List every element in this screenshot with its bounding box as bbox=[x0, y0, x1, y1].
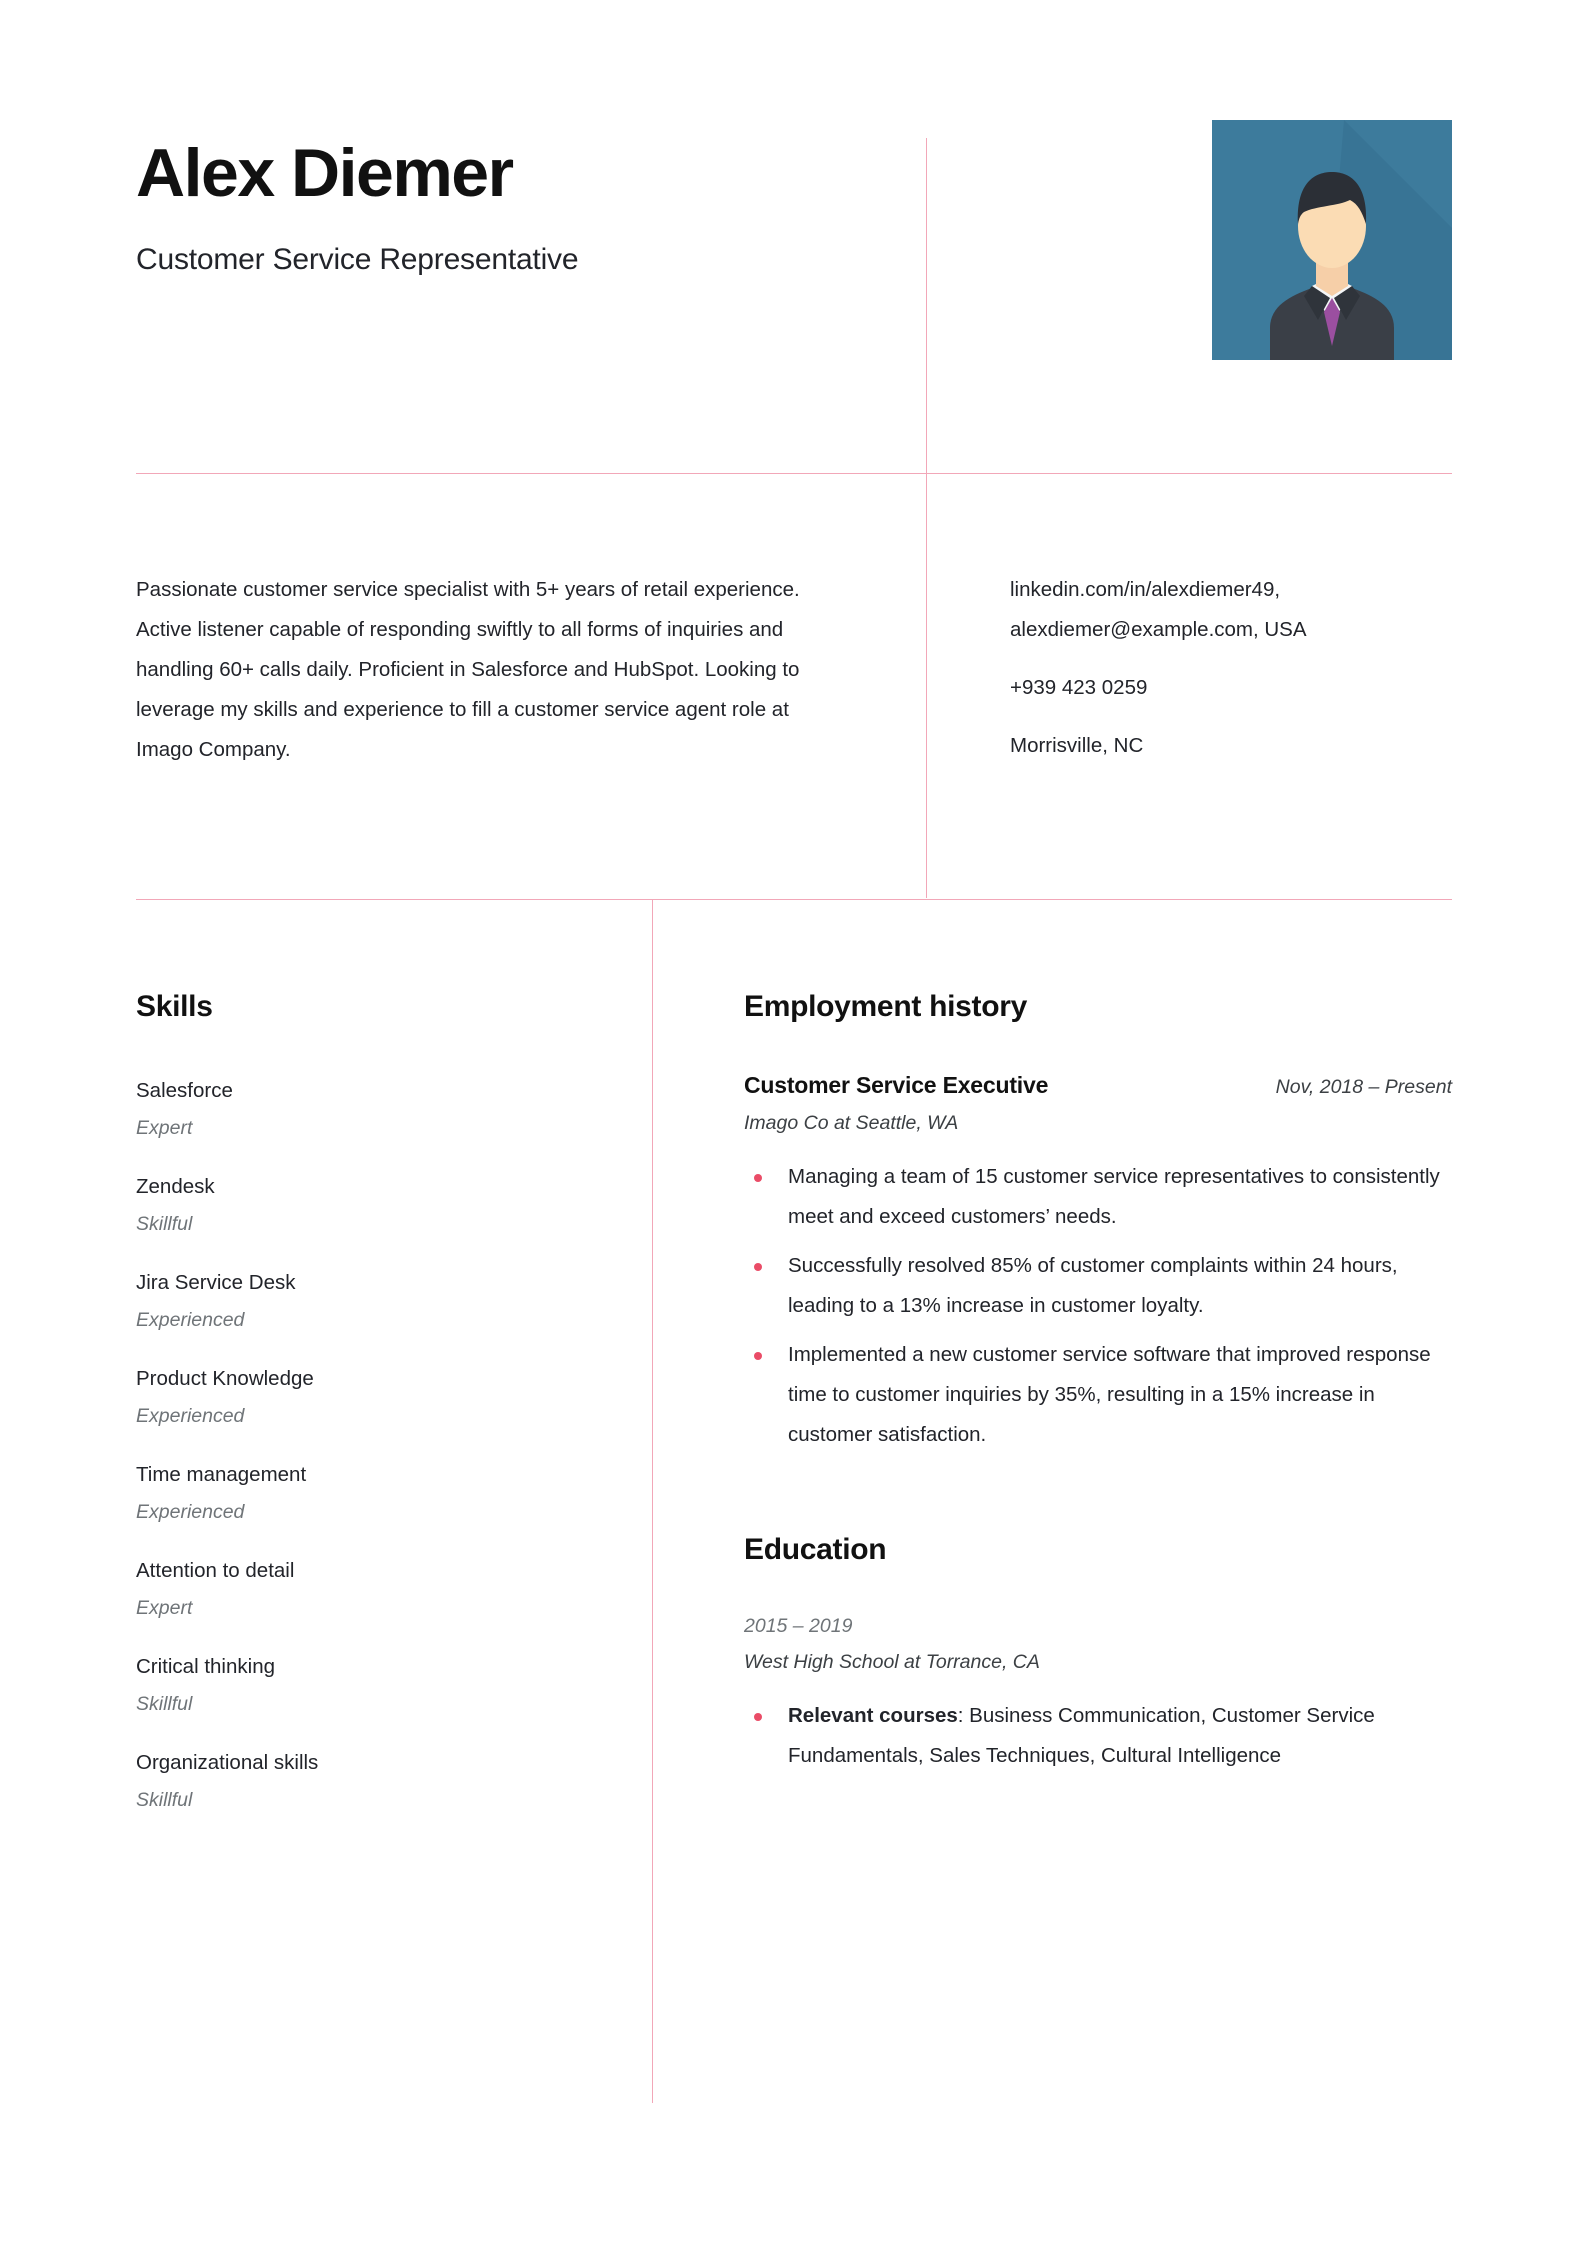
skill-level: Skillful bbox=[136, 1788, 193, 1811]
skill-level: Experienced bbox=[136, 1308, 245, 1331]
divider-middle bbox=[136, 899, 1452, 900]
courses-label: Relevant courses bbox=[788, 1704, 958, 1727]
job-title: Customer Service Representative bbox=[136, 243, 579, 277]
skills-list bbox=[136, 1076, 606, 1815]
list-item: Successfully resolved 85% of customer complaints within 24 hours, leading to a 13% increase in customer loyalty. bbox=[744, 1246, 1452, 1326]
skill-level: Experienced bbox=[136, 1500, 245, 1523]
skills-section bbox=[136, 990, 606, 1844]
list-item: Managing a team of 15 customer service representatives to consistently meet and exceed customers’ needs. bbox=[744, 1157, 1452, 1237]
skill-level: Skillful bbox=[136, 1692, 193, 1715]
list-item bbox=[136, 1556, 606, 1623]
list-item bbox=[136, 1076, 606, 1143]
list-item bbox=[136, 1172, 606, 1239]
header-text-block bbox=[136, 120, 578, 277]
employment-entry bbox=[744, 1072, 1452, 1455]
portrait-illustration bbox=[1212, 120, 1452, 360]
list-item bbox=[136, 1364, 606, 1431]
divider-vertical-body bbox=[652, 900, 653, 2103]
employment-heading: Employment history bbox=[744, 990, 1027, 1023]
contact-details bbox=[1010, 570, 1460, 766]
education-section bbox=[744, 1533, 1452, 1776]
page-title: Alex Diemer bbox=[136, 135, 513, 211]
skill-name: Time management bbox=[136, 1463, 307, 1486]
list-item bbox=[136, 1748, 606, 1815]
main-column bbox=[744, 990, 1452, 1785]
resume-header bbox=[136, 120, 1452, 360]
skill-level: Experienced bbox=[136, 1404, 245, 1427]
skill-level: Expert bbox=[136, 1116, 193, 1139]
job-position-title: Customer Service Executive bbox=[744, 1072, 1049, 1098]
skill-level: Expert bbox=[136, 1596, 193, 1619]
list-item bbox=[744, 1696, 1452, 1776]
list-item bbox=[136, 1460, 606, 1527]
education-dates: 2015 – 2019 bbox=[744, 1615, 853, 1637]
contact-phone: +939 423 0259 bbox=[1010, 676, 1148, 699]
avatar bbox=[1212, 120, 1452, 360]
courses-text: : Business Communication, Customer Service Fundamentals, Sales Techniques, Cultural Intelligence bbox=[788, 1704, 1375, 1767]
skill-name: Jira Service Desk bbox=[136, 1271, 296, 1294]
list-item: Implemented a new customer service software that improved response time to customer inquiries by 35%, resulting in a 15% increase in customer satisfaction. bbox=[744, 1335, 1452, 1455]
list-item bbox=[136, 1268, 606, 1335]
education-bullet-list bbox=[744, 1696, 1452, 1776]
job-dates: Nov, 2018 – Present bbox=[1275, 1076, 1452, 1098]
education-school: West High School at Torrance, CA bbox=[744, 1651, 1040, 1673]
job-bullet-list bbox=[744, 1157, 1452, 1455]
skill-name: Product Knowledge bbox=[136, 1367, 314, 1390]
education-heading: Education bbox=[744, 1533, 887, 1566]
skill-name: Critical thinking bbox=[136, 1655, 275, 1678]
skill-name: Organizational skills bbox=[136, 1751, 319, 1774]
skill-level: Skillful bbox=[136, 1212, 193, 1235]
contact-location: Morrisville, NC bbox=[1010, 734, 1144, 757]
skill-name: Salesforce bbox=[136, 1079, 233, 1102]
employment-entry-head bbox=[744, 1072, 1452, 1099]
contact-links: linkedin.com/in/alexdiemer49, alexdiemer@example.com, USA bbox=[1010, 578, 1307, 641]
skill-name: Zendesk bbox=[136, 1175, 215, 1198]
divider-top bbox=[136, 473, 1452, 474]
skill-name: Attention to detail bbox=[136, 1559, 295, 1582]
list-item bbox=[136, 1652, 606, 1719]
profile-summary: Passionate customer service specialist with 5+ years of retail experience. Active listener capable of responding swiftly to all forms of inquiries and handling 60+ calls daily. Proficient in Salesforce and HubSpot. Looking to leverage my skills and experience to fill a customer service agent role at Imago Company. bbox=[136, 578, 800, 761]
divider-vertical-header bbox=[926, 138, 927, 898]
skills-heading: Skills bbox=[136, 990, 213, 1023]
job-company: Imago Co at Seattle, WA bbox=[744, 1112, 959, 1134]
